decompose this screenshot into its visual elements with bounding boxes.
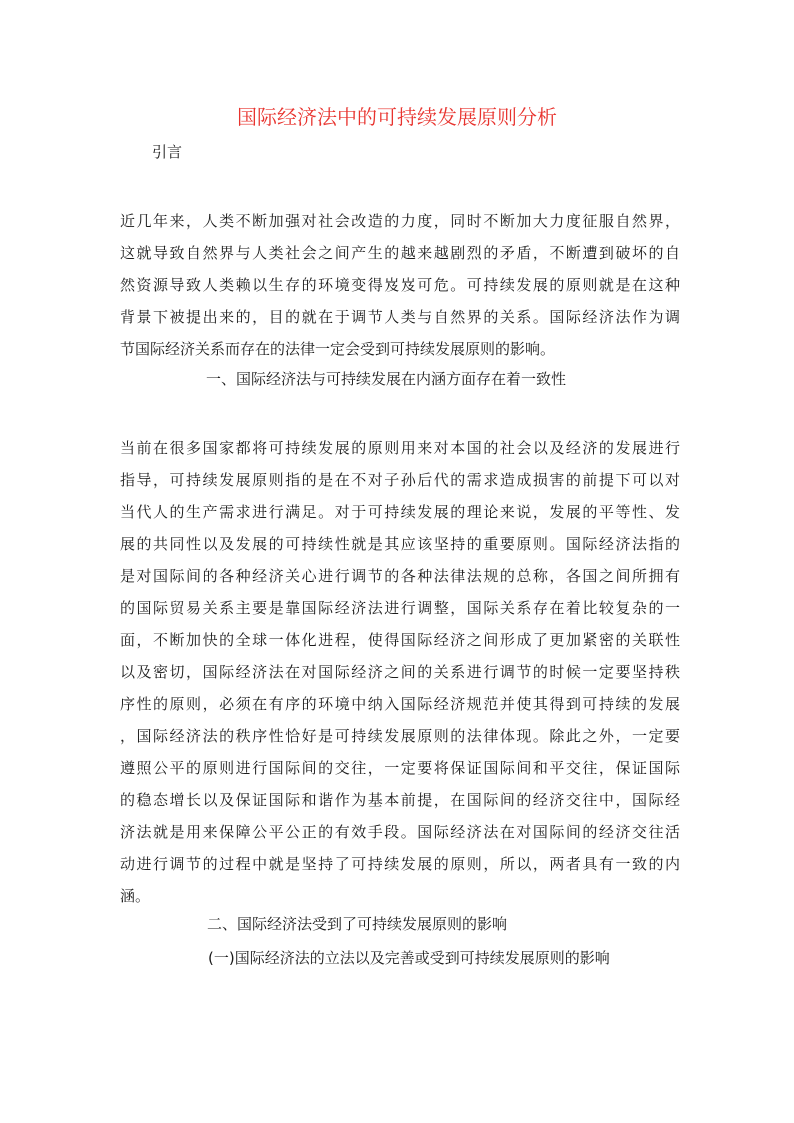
intro-label: 引言 (152, 143, 183, 161)
section-heading-2: 二、国际经济法受到了可持续发展原则的影响 (207, 915, 508, 933)
paragraph-line: 这就导致自然界与人类社会之间产生的越来越剧烈的矛盾，不断遭到破坏的自 (120, 244, 680, 262)
paragraph-section-1 (120, 432, 680, 912)
paragraph-intro (120, 205, 680, 365)
paragraph-line: 涵。 (120, 887, 151, 905)
paragraph-line: 然资源导致人类赖以生存的环境变得岌岌可危。可持续发展的原则就是在这种 (120, 276, 680, 294)
paragraph-line: 动进行调节的过程中就是坚持了可持续发展的原则，所以，两者具有一致的内 (120, 855, 680, 873)
section-heading-1: 一、国际经济法与可持续发展在内涵方面存在着一致性 (206, 370, 567, 388)
document-title: 国际经济法中的可持续发展原则分析 (237, 105, 557, 129)
paragraph-line: 节国际经济关系而存在的法律一定会受到可持续发展原则的影响。 (120, 340, 556, 358)
paragraph-line: 面，不断加快的全球一体化进程，使得国际经济之间形成了更加紧密的关联性 (120, 631, 680, 649)
paragraph-line: 序性的原则，必须在有序的环境中纳入国际经济规范并使其得到可持续的发展 (120, 695, 680, 713)
subsection-heading-1: (一)国际经济法的立法以及完善或受到可持续发展原则的影响 (208, 949, 610, 967)
paragraph-line: 近几年来，人类不断加强对社会改造的力度，同时不断加大力度征服自然界， (120, 212, 680, 230)
paragraph-line: 的国际贸易关系主要是靠国际经济法进行调整，国际关系存在着比较复杂的一 (120, 599, 680, 617)
paragraph-line: 指导，可持续发展原则指的是在不对子孙后代的需求造成损害的前提下可以对 (120, 471, 680, 489)
paragraph-line: 遵照公平的原则进行国际间的交往，一定要将保证国际间和平交往，保证国际 (120, 759, 680, 777)
paragraph-line: 当前在很多国家都将可持续发展的原则用来对本国的社会以及经济的发展进行 (120, 439, 680, 457)
paragraph-line: 是对国际间的各种经济关心进行调节的各种法律法规的总称，各国之间所拥有 (120, 567, 680, 585)
paragraph-line: 济法就是用来保障公平公正的有效手段。国际经济法在对国际间的经济交往活 (120, 823, 680, 841)
paragraph-line: 的稳态增长以及保证国际和谐作为基本前提，在国际间的经济交往中，国际经 (120, 791, 680, 809)
paragraph-line: 背景下被提出来的，目的就在于调节人类与自然界的关系。国际经济法作为调 (120, 308, 680, 326)
paragraph-line: ，国际经济法的秩序性恰好是可持续发展原则的法律体现。除此之外，一定要 (120, 727, 680, 745)
paragraph-line: 当代人的生产需求进行满足。对于可持续发展的理论来说，发展的平等性、发 (120, 503, 680, 521)
paragraph-line: 展的共同性以及发展的可持续性就是其应该坚持的重要原则。国际经济法指的 (120, 535, 680, 553)
paragraph-line: 以及密切，国际经济法在对国际经济之间的关系进行调节的时候一定要坚持秩 (120, 663, 680, 681)
